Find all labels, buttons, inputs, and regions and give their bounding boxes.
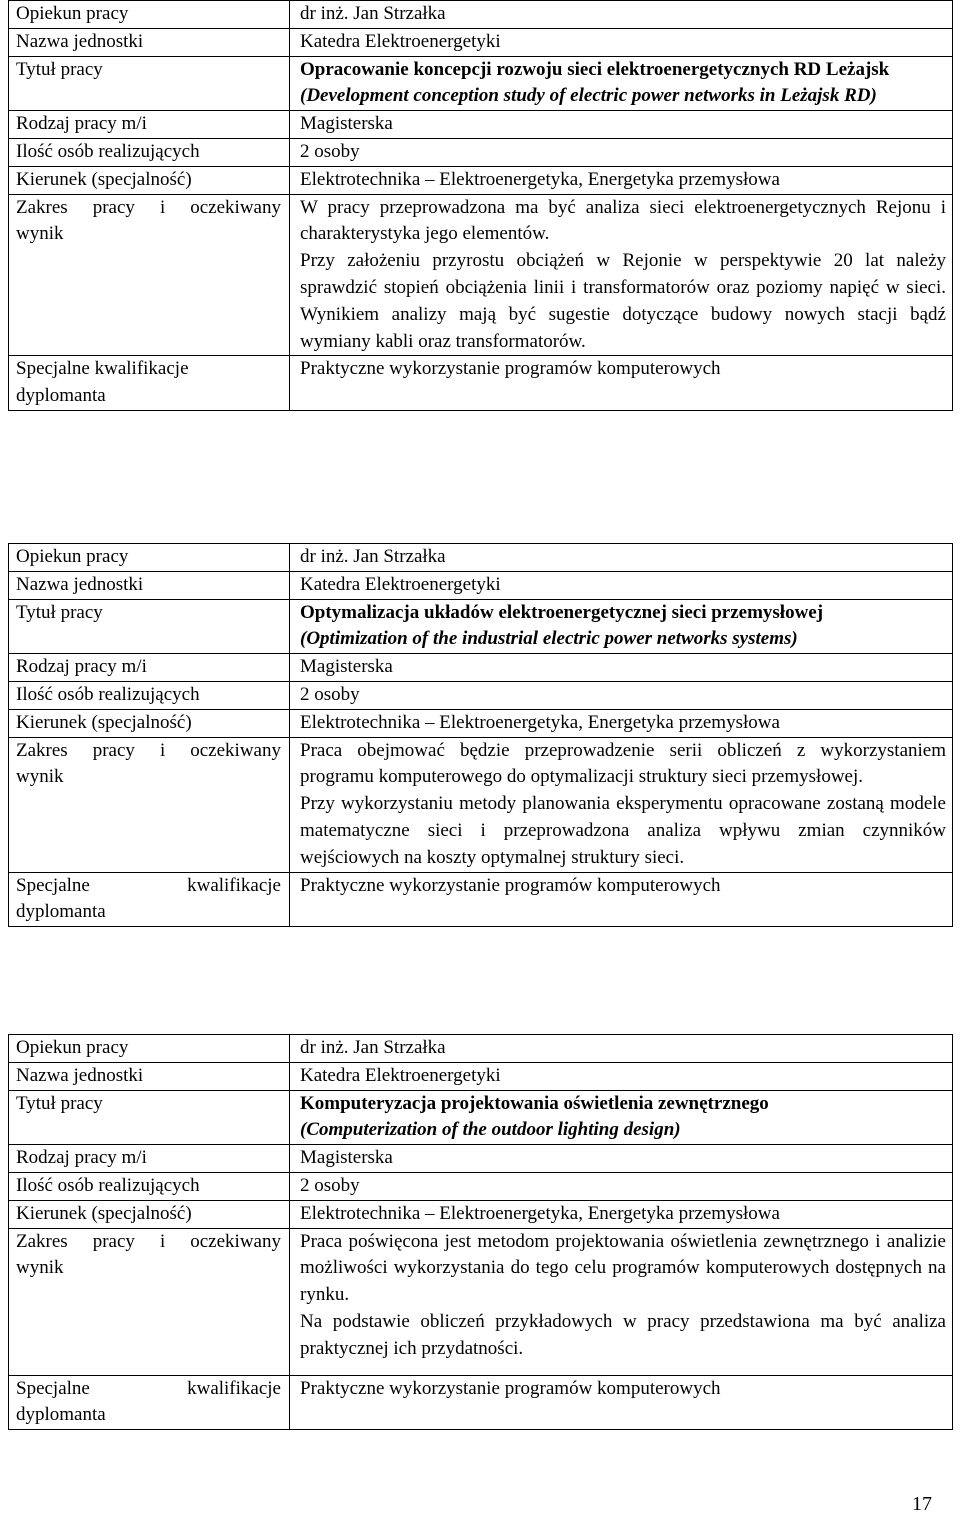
label-type: Rodzaj pracy m/i — [9, 111, 290, 139]
unit-value: Katedra Elektroenergetyki — [290, 1062, 953, 1090]
row-scope — [9, 737, 953, 872]
row-type — [9, 1145, 953, 1173]
unit-value: Katedra Elektroenergetyki — [290, 571, 953, 599]
label-unit: Nazwa jednostki — [9, 28, 290, 56]
unit-value: Katedra Elektroenergetyki — [290, 28, 953, 56]
label-supervisor: Opiekun pracy — [9, 544, 290, 572]
label-skills: Specjalne kwalifikacje dyplomanta — [9, 1375, 290, 1430]
label-field: Kierunek (specjalność) — [9, 166, 290, 194]
scope-paragraph-2: Na podstawie obliczeń przykładowych w pracy przedstawiona ma być analiza praktycznej ich przydatności. — [300, 1310, 946, 1359]
label-unit: Nazwa jednostki — [9, 1062, 290, 1090]
label-title: Tytuł pracy — [9, 1090, 290, 1145]
thesis-table-3 — [8, 1034, 953, 1430]
scope-value — [290, 194, 953, 356]
row-skills — [9, 1375, 953, 1430]
label-people: Ilość osób realizujących — [9, 1172, 290, 1200]
field-value: Elektrotechnika – Elektroenergetyka, Energetyka przemysłowa — [290, 166, 953, 194]
row-field — [9, 709, 953, 737]
title-pl: Komputeryzacja projektowania oświetlenia zewnętrznego — [300, 1092, 769, 1114]
label-scope: Zakres pracy i oczekiwany wynik — [9, 194, 290, 356]
people-value: 2 osoby — [290, 138, 953, 166]
title-en: (Development conception study of electric power networks in Leżajsk RD) — [300, 85, 877, 107]
field-value: Elektrotechnika – Elektroenergetyka, Energetyka przemysłowa — [290, 1200, 953, 1228]
title-en: (Optimization of the industrial electric power networks systems) — [300, 628, 798, 650]
scope-paragraph-2: Przy wykorzystaniu metody planowania eksperymentu opracowane zostaną modele matematyczne sieci i przeprowadzona analiza wpływu zmian czynników wejściowych na koszty optymalnej struktury sieci. — [300, 793, 946, 868]
row-people — [9, 1172, 953, 1200]
label-type: Rodzaj pracy m/i — [9, 654, 290, 682]
row-people — [9, 681, 953, 709]
row-people — [9, 138, 953, 166]
people-value: 2 osoby — [290, 1172, 953, 1200]
row-scope — [9, 1228, 953, 1375]
title-value — [290, 56, 953, 111]
scope-paragraph-1: Praca poświęcona jest metodom projektowania oświetlenia zewnętrznego i analizie możliwości wykorzystania do tego celu programów komputerowych dostępnych na rynku. — [300, 1230, 946, 1306]
row-skills — [9, 356, 953, 411]
title-pl: Optymalizacja układów elektroenergetycznej sieci przemysłowej — [300, 601, 824, 623]
row-field — [9, 166, 953, 194]
thesis-table-1 — [8, 0, 953, 411]
row-field — [9, 1200, 953, 1228]
row-title — [9, 599, 953, 654]
label-field: Kierunek (specjalność) — [9, 709, 290, 737]
row-supervisor — [9, 544, 953, 572]
scope-value — [290, 737, 953, 872]
thesis-table-2 — [8, 543, 953, 927]
label-title: Tytuł pracy — [9, 599, 290, 654]
supervisor-value: dr inż. Jan Strzałka — [290, 1035, 953, 1063]
title-value — [290, 599, 953, 654]
scope-paragraph-1: W pracy przeprowadzona ma być analiza sieci elektroenergetycznych Rejonu i charakterystyka jego elementów. — [300, 196, 946, 245]
scope-paragraph-2: Przy założeniu przyrostu obciążeń w Rejonie w perspektywie 20 lat należy sprawdzić stopień obciążenia linii i transformatorów oraz poziomy napięć w sieci. Wynikiem analizy mają być sugestie dotyczące budowy nowych stacji bądź wymiany kabli oraz transformatorów. — [300, 250, 946, 352]
label-scope: Zakres pracy i oczekiwany wynik — [9, 737, 290, 872]
skills-value: Praktyczne wykorzystanie programów komputerowych — [290, 872, 953, 927]
row-title — [9, 56, 953, 111]
type-value: Magisterska — [290, 111, 953, 139]
people-value: 2 osoby — [290, 681, 953, 709]
label-title: Tytuł pracy — [9, 56, 290, 111]
page-number: 17 — [912, 1493, 932, 1515]
label-supervisor: Opiekun pracy — [9, 1035, 290, 1063]
row-supervisor — [9, 1035, 953, 1063]
row-scope — [9, 194, 953, 356]
label-people: Ilość osób realizujących — [9, 681, 290, 709]
scope-value — [290, 1228, 953, 1375]
label-field: Kierunek (specjalność) — [9, 1200, 290, 1228]
label-supervisor: Opiekun pracy — [9, 1, 290, 29]
title-value — [290, 1090, 953, 1145]
title-pl: Opracowanie koncepcji rozwoju sieci elektroenergetycznych RD Leżajsk — [300, 58, 890, 80]
title-en: (Computerization of the outdoor lighting design) — [300, 1119, 681, 1141]
row-type — [9, 111, 953, 139]
label-scope: Zakres pracy i oczekiwany wynik — [9, 1228, 290, 1375]
label-skills: Specjalne kwalifikacje dyplomanta — [9, 356, 290, 411]
row-unit — [9, 1062, 953, 1090]
scope-paragraph-1: Praca obejmować będzie przeprowadzenie serii obliczeń z wykorzystaniem programu komputerowego do optymalizacji struktury sieci przemysłowej. — [300, 739, 946, 788]
skills-value: Praktyczne wykorzystanie programów komputerowych — [290, 1375, 953, 1430]
field-value: Elektrotechnika – Elektroenergetyka, Energetyka przemysłowa — [290, 709, 953, 737]
row-supervisor — [9, 1, 953, 29]
label-type: Rodzaj pracy m/i — [9, 1145, 290, 1173]
skills-value: Praktyczne wykorzystanie programów komputerowych — [290, 356, 953, 411]
supervisor-value: dr inż. Jan Strzałka — [290, 1, 953, 29]
type-value: Magisterska — [290, 1145, 953, 1173]
label-skills: Specjalne kwalifikacje dyplomanta — [9, 872, 290, 927]
row-unit — [9, 571, 953, 599]
type-value: Magisterska — [290, 654, 953, 682]
label-unit: Nazwa jednostki — [9, 571, 290, 599]
row-title — [9, 1090, 953, 1145]
row-type — [9, 654, 953, 682]
row-skills — [9, 872, 953, 927]
label-people: Ilość osób realizujących — [9, 138, 290, 166]
supervisor-value: dr inż. Jan Strzałka — [290, 544, 953, 572]
row-unit — [9, 28, 953, 56]
